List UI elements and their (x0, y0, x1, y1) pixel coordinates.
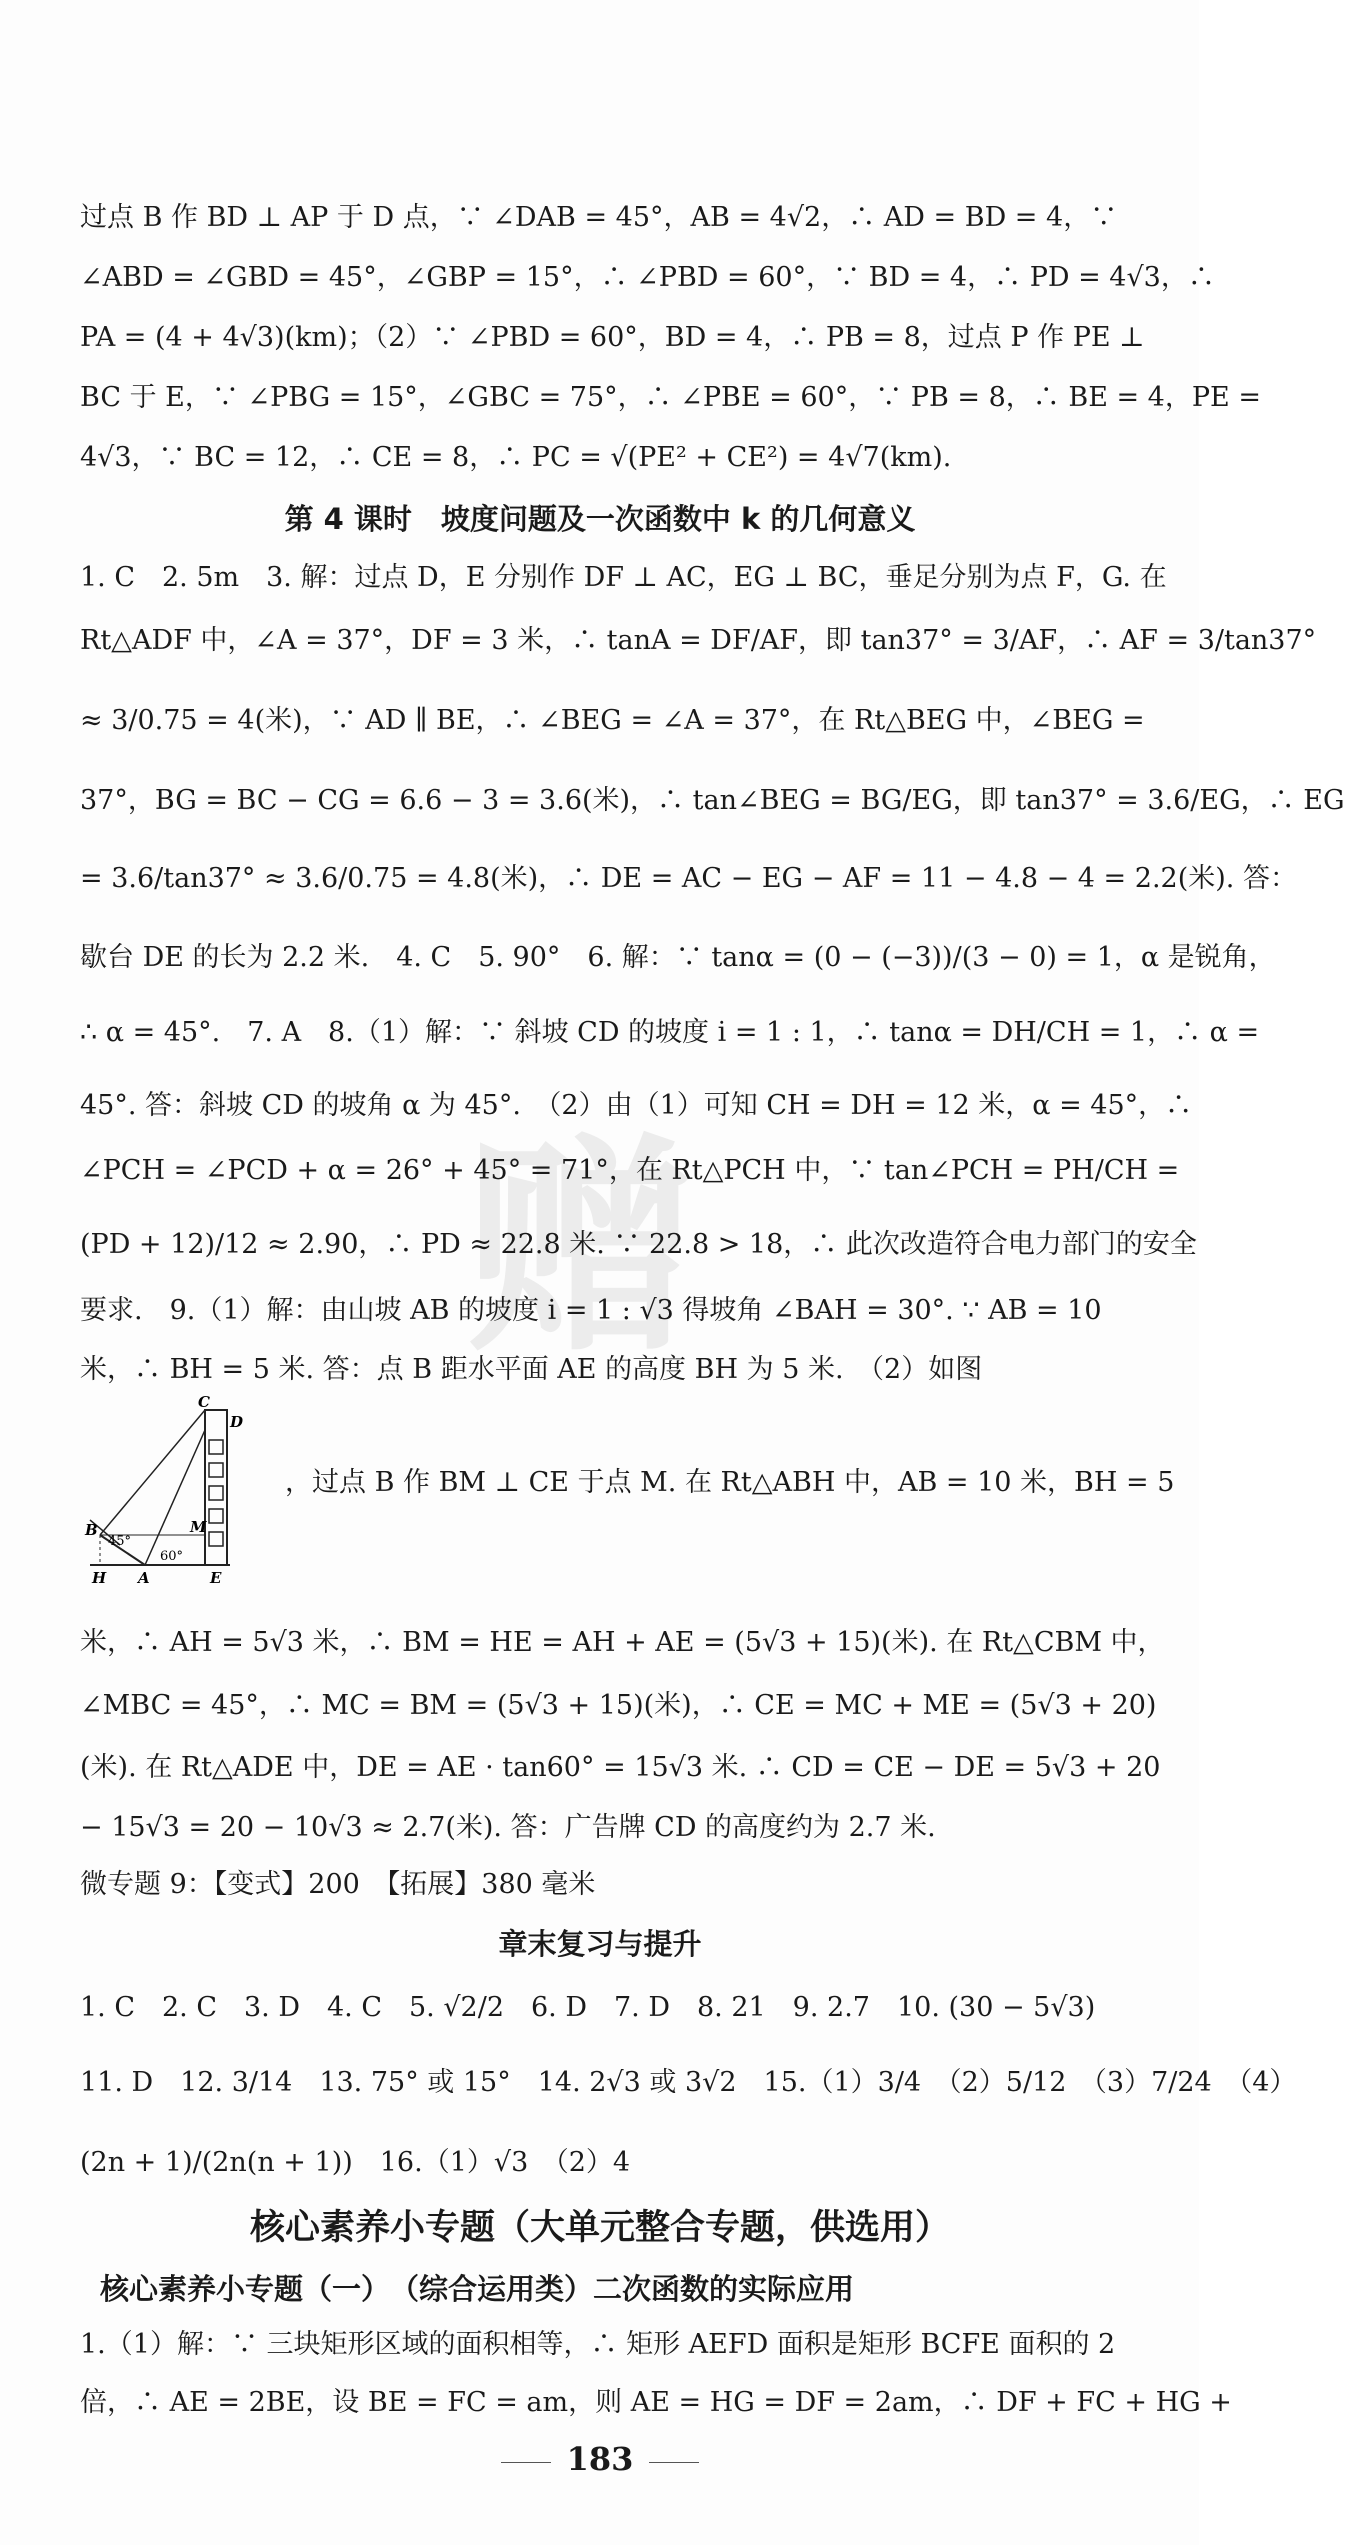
label-a: A (138, 1569, 150, 1587)
text-line: 45°. 答：斜坡 CD 的坡角 α 为 45°. （2）由（1）可知 CH = DH = 12 米，α = 45°，∴ (80, 1090, 1193, 1121)
label-e: E (210, 1569, 222, 1587)
bc-line (100, 1410, 205, 1535)
text-line: 倍，∴ AE = 2BE，设 BE = FC = am，则 AE = HG = DF = 2am，∴ DF + FC + HG + (80, 2387, 1232, 2418)
text-line: (PD + 12)/12 ≈ 2.90，∴ PD ≈ 22.8 米. ∵ 22.8 > 18，∴ 此次改造符合电力部门的安全 (80, 1229, 1197, 1260)
text-line: Rt△ADF 中，∠A = 37°，DF = 3 米，∴ tanA = DF/AF，即 tan37° = 3/AF，∴ AF = 3/tan37° (80, 625, 1317, 656)
core-title: 核心素养小专题（大单元整合专题，供选用） (249, 2208, 950, 2248)
text-line: BC 于 E，∵ ∠PBG = 15°，∠GBC = 75°，∴ ∠PBE = 60°，∵ PB = 8，∴ BE = 4，PE = (80, 382, 1261, 413)
text-line: 1. C 2. 5m 3. 解：过点 D，E 分别作 DF ⊥ AC，EG ⊥ BC，垂足分别为点 F，G. 在 (80, 562, 1167, 593)
label-60: 60° (160, 1549, 184, 1564)
text-line: ，过点 B 作 BM ⊥ CE 于点 M. 在 Rt△ABH 中，AB = 10 米，BH = 5 (285, 1467, 1175, 1498)
label-b: B (85, 1521, 98, 1539)
text-line: 微专题 9：【变式】200 【拓展】380 毫米 (80, 1869, 596, 1900)
footer-rule-right (649, 2462, 699, 2463)
text-line: − 15√3 = 20 − 10√3 ≈ 2.7(米). 答：广告牌 CD 的高度约为 2.7 米. (80, 1812, 936, 1843)
post-block (209, 1440, 223, 1454)
page-number: 183 (566, 2440, 634, 2478)
text-line: 1.（1）解：∵ 三块矩形区域的面积相等，∴ 矩形 AEFD 面积是矩形 BCFE 面积的 2 (80, 2329, 1116, 2360)
footer-rule-left (501, 2462, 551, 2463)
core-subtitle: 核心素养小专题（一） （综合运用类）二次函数的实际应用 (100, 2272, 855, 2306)
slope-figure (80, 1395, 280, 1585)
text-line: = 3.6/tan37° ≈ 3.6/0.75 = 4.8(米)，∴ DE = AC − EG − AF = 11 − 4.8 − 4 = 2.2(米). 答： (80, 863, 1297, 894)
text-line: 过点 B 作 BD ⊥ AP 于 D 点，∵ ∠DAB = 45°，AB = 4√2，∴ AD = BD = 4，∵ (80, 202, 1118, 233)
post-block (209, 1532, 223, 1546)
label-m: M (190, 1518, 207, 1536)
review-title: 章末复习与提升 (498, 1927, 702, 1961)
text-line: 歇台 DE 的长为 2.2 米. 4. C 5. 90° 6. 解：∵ tanα = (0 − (−3))/(3 − 0) = 1，α 是锐角， (80, 942, 1276, 973)
text-line: (米). 在 Rt△ADE 中，DE = AE · tan60° = 15√3 米. ∴ CD = CE − DE = 5√3 + 20 (80, 1752, 1161, 1783)
ad-line (145, 1430, 205, 1565)
text-line: ≈ 3/0.75 = 4(米)，∵ AD ∥ BE，∴ ∠BEG = ∠A = 37°，在 Rt△BEG 中，∠BEG = (80, 705, 1145, 736)
text-line: 要求. 9.（1）解：由山坡 AB 的坡度 i = 1 : √3 得坡角 ∠BAH = 30°. ∵ AB = 10 (80, 1295, 1102, 1326)
text-line: (2n + 1)/(2n(n + 1)) 16.（1）√3 （2）4 (80, 2147, 631, 2178)
text-line: 37°，BG = BC − CG = 6.6 − 3 = 3.6(米)，∴ tan∠BEG = BG/EG，即 tan37° = 3.6/EG，∴ EG (80, 785, 1345, 816)
text-line: 4√3，∵ BC = 12，∴ CE = 8，∴ PC = √(PE² + CE²) = 4√7(km). (80, 442, 952, 473)
label-h: H (92, 1569, 107, 1587)
text-line: ∴ α = 45°. 7. A 8.（1）解：∵ 斜坡 CD 的坡度 i = 1 : 1，∴ tanα = DH/CH = 1，∴ α = (80, 1017, 1260, 1048)
watermark: 赠 (464, 1116, 695, 1383)
post-block (209, 1463, 223, 1477)
text-line: ∠PCH = ∠PCD + α = 26° + 45° = 71°，在 Rt△PCH 中，∵ tan∠PCH = PH/CH = (80, 1155, 1180, 1186)
label-45: 45° (108, 1534, 132, 1549)
text-line: 米，∴ AH = 5√3 米，∴ BM = HE = AH + AE = (5√3 + 15)(米). 在 Rt△CBM 中， (80, 1627, 1165, 1658)
label-c: C (198, 1393, 210, 1411)
text-line: ∠MBC = 45°，∴ MC = BM = (5√3 + 15)(米)，∴ CE = MC + ME = (5√3 + 20) (80, 1690, 1157, 1721)
text-line: 米，∴ BH = 5 米. 答：点 B 距水平面 AE 的高度 BH 为 5 米. （2）如图 (80, 1354, 983, 1385)
text-line: PA = (4 + 4√3)(km)；（2）∵ ∠PBD = 60°，BD = 4，∴ PB = 8，过点 P 作 PE ⊥ (80, 322, 1145, 353)
label-d: D (230, 1413, 244, 1431)
section-title: 第 4 课时 坡度问题及一次函数中 k 的几何意义 (284, 502, 916, 536)
post-block (209, 1509, 223, 1523)
text-line: ∠ABD = ∠GBD = 45°，∠GBP = 15°，∴ ∠PBD = 60°，∵ BD = 4，∴ PD = 4√3，∴ (80, 262, 1215, 293)
post-block (209, 1486, 223, 1500)
page-footer (80, 2440, 1120, 2478)
text-line: 1. C 2. C 3. D 4. C 5. √2/2 6. D 7. D 8. 21 9. 2.7 10. (30 − 5√3) (80, 1992, 1096, 2023)
text-line: 11. D 12. 3/14 13. 75° 或 15° 14. 2√3 或 3√2 15.（1）3/4 （2）5/12 （3）7/24 （4） (80, 2067, 1297, 2098)
